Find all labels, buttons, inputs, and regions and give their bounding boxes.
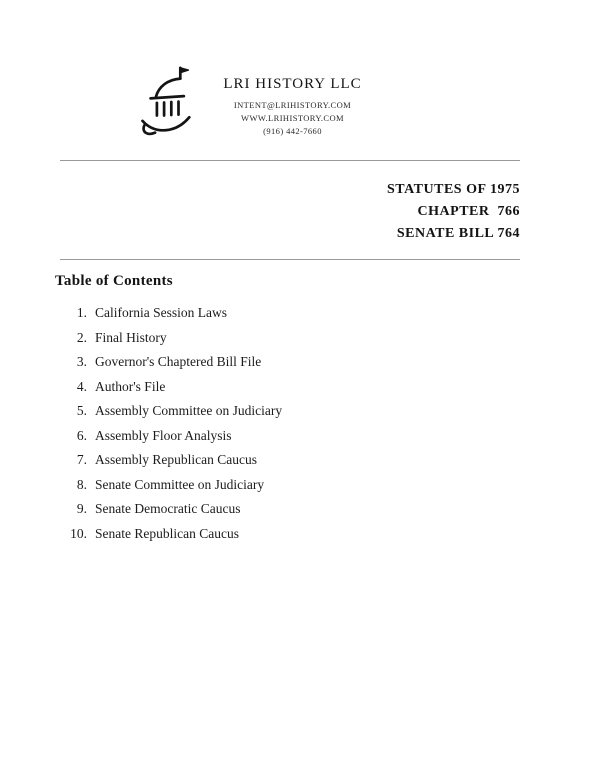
toc-item-label: Author's File [95, 378, 166, 394]
toc-item-label: Senate Committee on Judiciary [95, 476, 265, 492]
toc-item [55, 380, 475, 394]
toc-item [55, 527, 475, 541]
toc-item-number: 3. [76, 354, 87, 369]
toc-item [55, 453, 475, 467]
letterhead [200, 76, 385, 138]
toc-item-label: Final History [95, 329, 167, 345]
divider-top [60, 160, 520, 161]
toc-title: Table of Contents [55, 273, 173, 289]
statute-year: STATUTES OF 1975 [387, 182, 520, 197]
toc-item-label: Assembly Committee on Judiciary [95, 403, 283, 418]
toc-item-label: Assembly Floor Analysis [95, 427, 232, 443]
toc-item-number: 9. [76, 501, 87, 516]
toc-item-number: 2. [76, 329, 87, 345]
toc-item [55, 355, 475, 369]
toc-item [55, 306, 475, 320]
toc-item-number: 7. [76, 452, 87, 467]
toc-item [55, 429, 475, 443]
toc-item-number: 6. [76, 427, 87, 443]
statute-block [387, 179, 520, 245]
company-website: WWW.LRIHISTORY.COM [241, 113, 344, 123]
statute-chapter: CHAPTER 766 [417, 204, 520, 219]
company-phone: (916) 442-7660 [263, 126, 322, 136]
statute-bill: SENATE BILL 764 [396, 226, 520, 241]
toc-item-label: Senate Republican Caucus [95, 525, 239, 541]
toc-item-number: 1. [76, 305, 87, 320]
toc-item-label: Assembly Republican Caucus [95, 452, 257, 467]
divider-bottom [60, 259, 520, 260]
toc-item [55, 502, 475, 516]
toc-item-label: Governor's Chaptered Bill File [95, 354, 262, 369]
toc-item-number: 10. [70, 525, 87, 541]
toc-item-label: Senate Democratic Caucus [95, 501, 241, 516]
toc-item-number: 5. [76, 403, 87, 418]
toc-item [55, 478, 475, 492]
company-email: INTENT@LRIHISTORY.COM [233, 100, 352, 110]
toc-item-number: 4. [76, 378, 87, 394]
toc-list [55, 306, 475, 551]
toc-item-label: California Session Laws [95, 305, 227, 320]
toc-item [55, 331, 475, 345]
toc-item-number: 8. [76, 476, 87, 492]
toc-item [55, 404, 475, 418]
company-name: LRI HISTORY LLC [223, 76, 362, 92]
